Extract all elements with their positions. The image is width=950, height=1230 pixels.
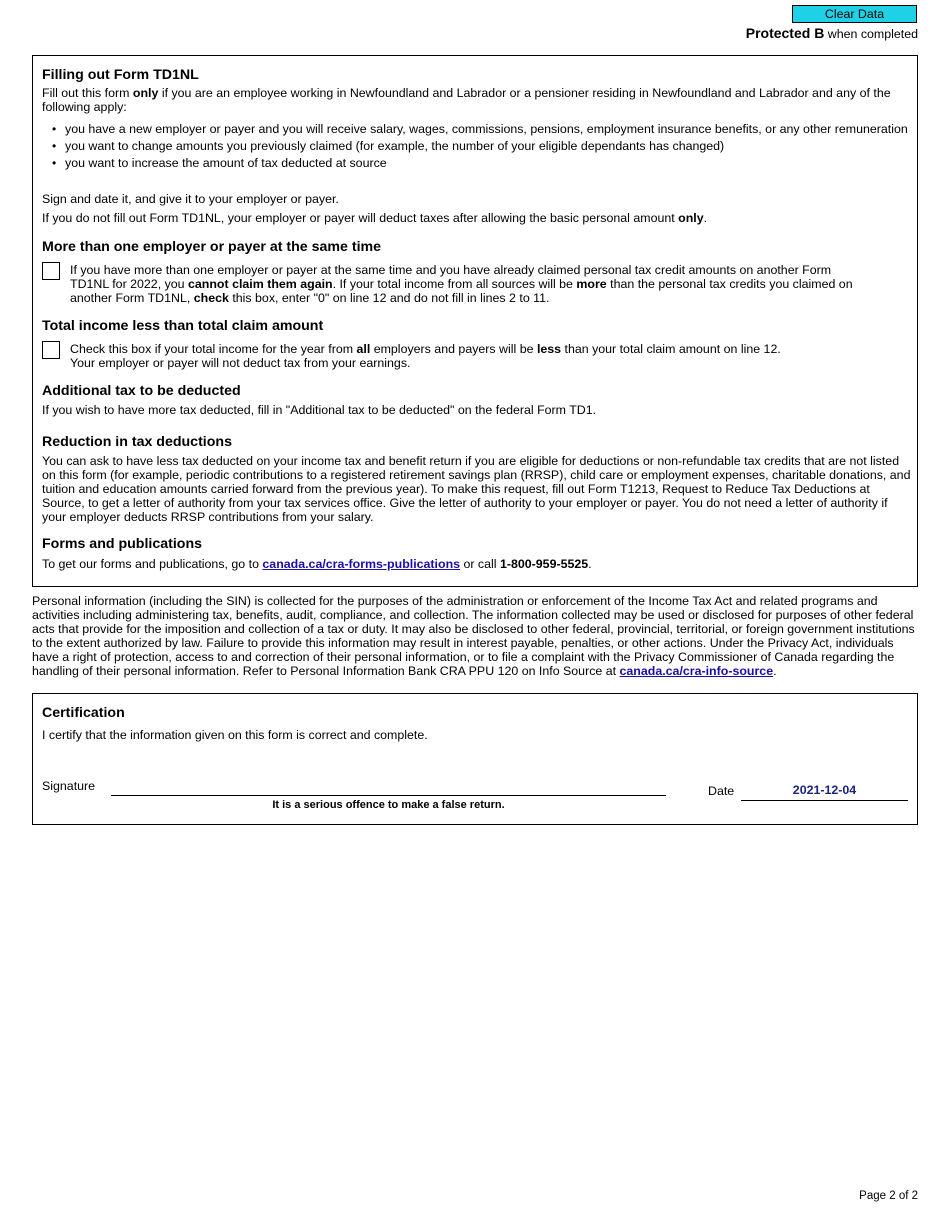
total-income-checkbox[interactable]: [42, 341, 60, 359]
if-not-filled-text: If you do not fill out Form TD1NL, your employer or payer will deduct taxes after allowing the basic personal amount only.: [42, 211, 708, 225]
sign-instruction: Sign and date it, and give it to your employer or payer.: [42, 192, 339, 206]
more-than-one-text: If you have more than one employer or payer at the same time and you have already claimed personal tax credit amounts on another Form TD1NL for 2022, you cannot claim them again. If your total income from all sources will be more than the personal tax credits you claimed on another Form TD1NL, check this box, enter "0" on line 12 and do not fill in lines 2 to 11.: [70, 263, 853, 305]
forms-title: Forms and publications: [42, 536, 203, 552]
filling-out-intro: Fill out this form only if you are an employee working in Newfoundland and Labrador or a pensioner residing in Newfoundland and Labrador and any of the following apply:: [42, 86, 891, 114]
certification-box: [32, 693, 918, 825]
date-underline: [741, 800, 908, 801]
total-income-title: Total income less than total claim amount: [42, 318, 324, 334]
info-source-link[interactable]: canada.ca/cra-info-source: [619, 664, 774, 678]
privacy-notice: Personal information (including the SIN) is collected for the purposes of the administration or enforcement of the Income Tax Act and related programs and activities including administering tax, benefits, audit, compliance, and collection. The information collected may be used or disclosed for purposes of other federal acts that provide for the imposition and collection of a tax or duty. It may also be disclosed to other federal, provincial, territorial, or foreign government institutions to the extent authorized by law. Failure to provide this information may result in interest payable, penalties, or other actions. Under the Privacy Act, individuals have a right of protection, access to and correction of their personal information, or to file a complaint with the Privacy Commissioner of Canada regarding the handling of their personal information. Refer to Personal Information Bank CRA PPU 120 on Info Source at canada.ca/cra-info-source.: [32, 594, 915, 678]
more-than-one-title: More than one employer or payer at the same time: [42, 239, 382, 255]
filling-out-bullets: [42, 122, 912, 173]
certification-statement: I certify that the information given on this form is correct and complete.: [42, 728, 428, 742]
reduction-text: You can ask to have less tax deducted on your income tax and benefit return if you are eligible for deductions or non-refundable tax credits that are not listed on this form (for example, periodic contributions to a registered retirement savings plan (RRSP), child care or employment expenses, charitable donations, and tuition and education amounts carried forward from the previous year). To make this request, fill out Form T1213, Request to Reduce Tax Deductions at Source, to get a letter of authority from your tax services office. Give the letter of authority to your employer or payer. You do not need a letter of authority if your employer deducts RRSP contributions from your salary.: [42, 454, 911, 524]
total-income-text: Check this box if your total income for the year from all employers and payers will be less than your total claim amount on line 12. Your employer or payer will not deduct tax from your earnings.: [70, 342, 781, 370]
protected-b-label: Protected B when completed: [745, 25, 918, 41]
clear-data-button[interactable]: Clear Data: [792, 5, 917, 23]
filling-out-title: Filling out Form TD1NL: [42, 67, 199, 83]
more-than-one-checkbox[interactable]: [42, 262, 60, 280]
instructions-box: [32, 55, 918, 587]
list-item: • you want to change amounts you previously claimed (for example, the number of your eligible dependants has changed): [52, 139, 725, 153]
forms-publications-link[interactable]: canada.ca/cra-forms-publications: [262, 557, 461, 571]
list-item: • you have a new employer or payer and you will receive salary, wages, commissions, pensions, employment insurance benefits, or any other remuneration: [52, 122, 908, 136]
additional-tax-title: Additional tax to be deducted: [42, 383, 241, 399]
reduction-title: Reduction in tax deductions: [42, 434, 232, 450]
signature-field[interactable]: [111, 795, 666, 796]
additional-tax-text: If you wish to have more tax deducted, fill in "Additional tax to be deducted" on the federal Form TD1.: [42, 403, 597, 417]
signature-label: Signature: [42, 779, 96, 793]
date-label: Date: [708, 784, 735, 798]
date-field[interactable]: 2021-12-04: [792, 783, 857, 797]
list-item: • you want to increase the amount of tax deducted at source: [52, 156, 387, 170]
certification-title: Certification: [42, 705, 125, 721]
forms-text: To get our forms and publications, go to canada.ca/cra-forms-publications or call 1-800-959-5525.: [42, 557, 592, 571]
page-number: Page 2 of 2: [859, 1190, 918, 1202]
false-return-warning: It is a serious offence to make a false return.: [272, 799, 505, 811]
